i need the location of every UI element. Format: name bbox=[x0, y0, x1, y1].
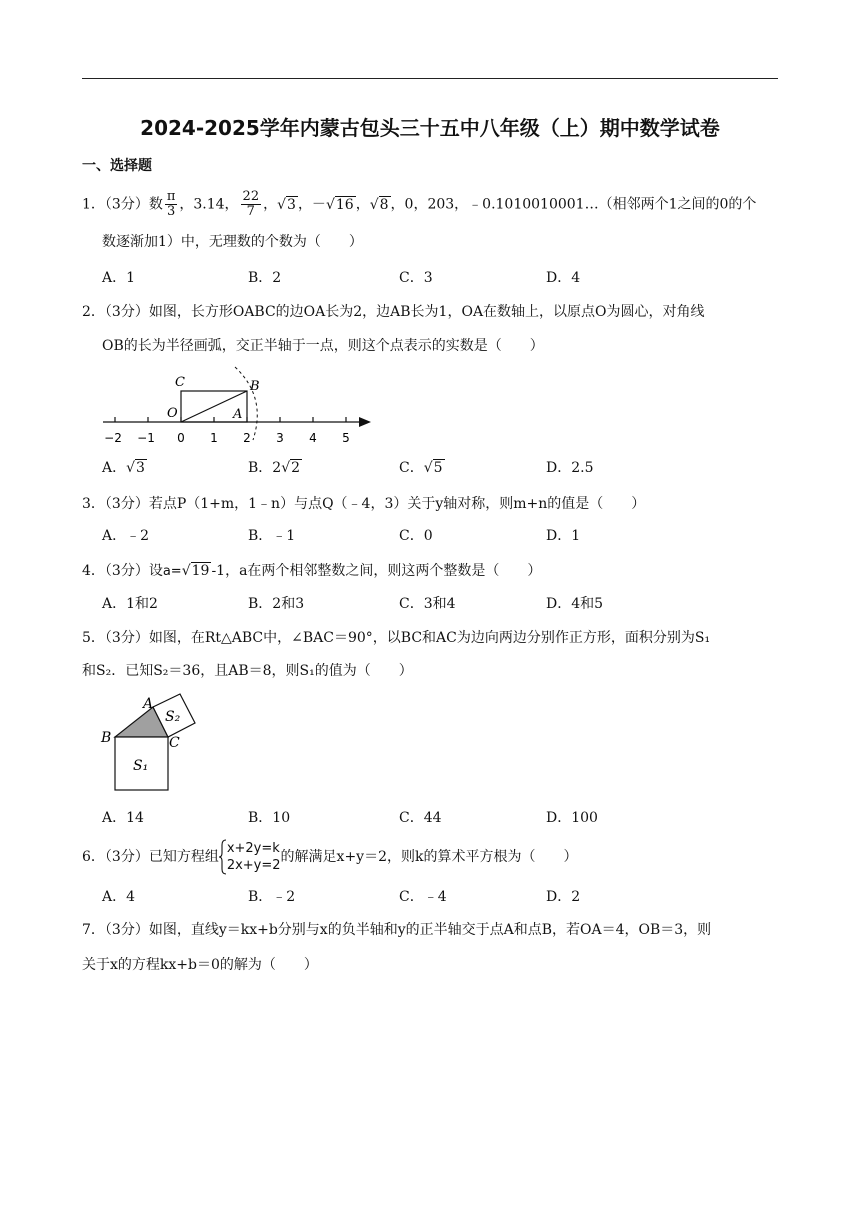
question-1: 1．（3分）数 $\frac{\pi}{3}$ ，3.14， $\frac{22}{7}$ ，√3 ，－√16 ，√8 ，0，203，﹣0.1010010001…（相邻两个1之间的0的个 bbox=[82, 189, 757, 219]
tick-label: 1 bbox=[210, 431, 218, 445]
label-S2: S₂ bbox=[165, 709, 181, 725]
q4-option-c[interactable]: C．3和4 bbox=[399, 596, 456, 612]
q3-option-a[interactable]: A．﹣2 bbox=[102, 528, 150, 544]
q5-option-d[interactable]: D．100 bbox=[546, 810, 598, 826]
tick-label: −2 bbox=[104, 431, 122, 445]
question-2: 2．（3分）如图，长方形OABC的边OA长为2，边AB长为1，OA在数轴上，以原点O为圆心，对角线 bbox=[82, 304, 705, 320]
q1-option-b[interactable]: B．2 bbox=[248, 270, 282, 286]
question-7: 7．（3分）如图，直线y＝kx+b分别与x的负半轴和y的正半轴交于点A和点B，若OA＝4，OB＝3，则 bbox=[82, 922, 712, 938]
q6-option-b[interactable]: B．﹣2 bbox=[248, 889, 296, 905]
label-S1: S₁ bbox=[133, 758, 149, 774]
label-C: C bbox=[175, 375, 185, 390]
tick-label: 2 bbox=[243, 431, 251, 445]
q4-expression: a= bbox=[162, 564, 182, 579]
label-C: C bbox=[169, 735, 180, 751]
fraction-pi-over-3: $\frac{\pi}{3}$ bbox=[166, 189, 176, 219]
q1-option-a[interactable]: A．1 bbox=[102, 270, 136, 286]
q2-option-c[interactable]: C．√5 bbox=[399, 460, 443, 476]
q1-option-c[interactable]: C．3 bbox=[399, 270, 433, 286]
label-B: B bbox=[250, 379, 260, 394]
q4-option-d[interactable]: D．4和5 bbox=[546, 596, 604, 612]
q6-option-d[interactable]: D．2 bbox=[546, 889, 581, 905]
q1-line2: 数逐渐加1）中，无理数的个数为（ ） bbox=[102, 234, 363, 250]
number-line-rectangle-figure bbox=[95, 362, 385, 450]
page-title: 2024-2025学年内蒙古包头三十五中八年级（上）期中数学试卷 bbox=[140, 116, 720, 140]
q6-option-a[interactable]: A．4 bbox=[102, 889, 136, 905]
brace-icon bbox=[219, 839, 227, 875]
sqrt-8: √8 bbox=[369, 196, 389, 213]
tick-label: 5 bbox=[342, 431, 350, 445]
fraction-22-over-7: $\frac{22}{7}$ bbox=[242, 189, 260, 219]
tick-label: 0 bbox=[177, 431, 185, 445]
q6-option-c[interactable]: C．﹣4 bbox=[399, 889, 447, 905]
tick-label: 3 bbox=[276, 431, 284, 445]
q1-option-d[interactable]: D．4 bbox=[546, 270, 581, 286]
sqrt-16: √16 bbox=[325, 196, 354, 213]
q3-option-b[interactable]: B．﹣1 bbox=[248, 528, 296, 544]
label-A: A bbox=[233, 407, 243, 422]
q5-option-a[interactable]: A．14 bbox=[102, 810, 144, 826]
question-4: 4．（3分）设a=√19 -1，a在两个相邻整数之间，则这两个整数是（ ） bbox=[82, 563, 542, 579]
q2-line2: OB的长为半径画弧，交正半轴于一点，则这个点表示的实数是（ ） bbox=[102, 338, 544, 354]
equation-system: x+2y=k 2x+y=2 bbox=[226, 841, 281, 873]
label-O: O bbox=[167, 406, 178, 421]
question-5: 5．（3分）如图，在Rt△ABC中，∠BAC＝90°，以BC和AC为边向两边分别作正方形，面积分别为S₁ bbox=[82, 630, 711, 646]
q2-option-d[interactable]: D．2.5 bbox=[546, 460, 594, 476]
q5-line2: 和S₂．已知S₂＝36，且AB＝8，则S₁的值为（ ） bbox=[82, 663, 413, 679]
q2-option-b[interactable]: B．2√2 bbox=[248, 460, 301, 476]
q1-prefix: 1．（3分）数 bbox=[82, 196, 163, 213]
q4-option-b[interactable]: B．2和3 bbox=[248, 596, 305, 612]
tick-label: 4 bbox=[309, 431, 317, 445]
q4-option-a[interactable]: A．1和2 bbox=[102, 596, 158, 612]
section-heading: 一、选择题 bbox=[82, 158, 152, 174]
q3-option-d[interactable]: D．1 bbox=[546, 528, 581, 544]
question-3: 3．（3分）若点P（1+m，1﹣n）与点Q（﹣4，3）关于y轴对称，则m+n的值是（ ） bbox=[82, 496, 646, 512]
q5-option-b[interactable]: B．10 bbox=[248, 810, 291, 826]
label-A: A bbox=[143, 696, 154, 712]
q3-option-c[interactable]: C．0 bbox=[399, 528, 433, 544]
question-6: 6．（3分）已知方程组 x+2y=k 2x+y=2 的解满足x+y＝2，则k的算术平方根为（ ） bbox=[82, 841, 578, 873]
sqrt-3: √3 bbox=[277, 196, 296, 213]
tick-label: −1 bbox=[137, 431, 155, 445]
q2-option-a[interactable]: A．√3 bbox=[102, 460, 145, 476]
header-rule bbox=[82, 78, 778, 79]
label-B: B bbox=[101, 730, 112, 746]
q7-line2: 关于x的方程kx+b＝0的解为（ ） bbox=[82, 957, 318, 973]
right-triangle-squares-figure bbox=[95, 690, 205, 798]
q5-option-c[interactable]: C．44 bbox=[399, 810, 442, 826]
